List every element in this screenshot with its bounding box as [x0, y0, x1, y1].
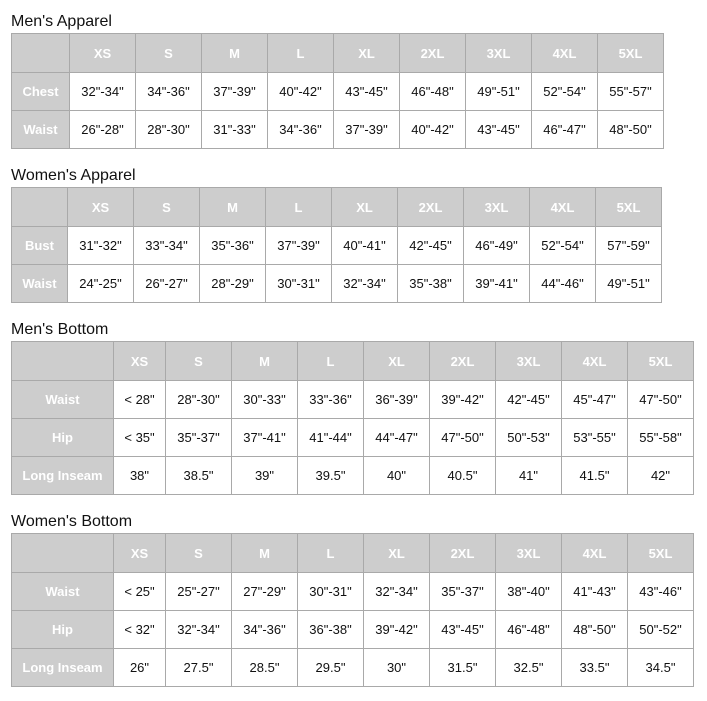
size-header: 3XL — [466, 34, 532, 73]
size-cell: 39" — [232, 457, 298, 495]
corner-cell — [12, 34, 70, 73]
row-label: Hip — [12, 419, 114, 457]
size-cell: 27"-29" — [232, 573, 298, 611]
size-header: 2XL — [398, 188, 464, 227]
size-header: 5XL — [596, 188, 662, 227]
size-cell: 32"-34" — [70, 73, 136, 111]
size-cell: 42"-45" — [496, 381, 562, 419]
corner-cell — [12, 188, 68, 227]
size-cell: 55"-58" — [628, 419, 694, 457]
size-cell: < 25" — [114, 573, 166, 611]
size-cell: 50"-52" — [628, 611, 694, 649]
size-header: L — [298, 342, 364, 381]
size-cell: 37"-39" — [266, 227, 332, 265]
size-cell: 43"-45" — [466, 111, 532, 149]
size-cell: 36"-38" — [298, 611, 364, 649]
size-cell: 41.5" — [562, 457, 628, 495]
size-header: XL — [364, 534, 430, 573]
size-cell: 40"-41" — [332, 227, 398, 265]
size-header: 2XL — [430, 534, 496, 573]
row-label: Waist — [12, 573, 114, 611]
size-header: S — [166, 342, 232, 381]
size-cell: 32"-34" — [166, 611, 232, 649]
size-cell: < 32" — [114, 611, 166, 649]
size-table-womens-apparel — [11, 187, 662, 303]
section-womens-bottom — [11, 512, 694, 687]
size-cell: 43"-45" — [334, 73, 400, 111]
size-cell: 31.5" — [430, 649, 496, 687]
size-cell: 44"-47" — [364, 419, 430, 457]
size-header: M — [232, 534, 298, 573]
size-cell: 42" — [628, 457, 694, 495]
table-row — [12, 265, 662, 303]
size-cell: 35"-36" — [200, 227, 266, 265]
table-row — [12, 457, 694, 495]
size-cell: 26"-28" — [70, 111, 136, 149]
size-cell: 29.5" — [298, 649, 364, 687]
size-header: XS — [114, 534, 166, 573]
size-cell: 45"-47" — [562, 381, 628, 419]
size-header: 4XL — [562, 342, 628, 381]
row-label: Waist — [12, 381, 114, 419]
size-cell: 41"-44" — [298, 419, 364, 457]
table-row — [12, 381, 694, 419]
size-header: M — [200, 188, 266, 227]
table-row — [12, 611, 694, 649]
size-cell: 43"-45" — [430, 611, 496, 649]
size-cell: 55"-57" — [598, 73, 664, 111]
size-cell: 48"-50" — [562, 611, 628, 649]
size-cell: < 35" — [114, 419, 166, 457]
size-cell: 26" — [114, 649, 166, 687]
size-cell: 37"-39" — [202, 73, 268, 111]
size-header: 2XL — [400, 34, 466, 73]
size-cell: 27.5" — [166, 649, 232, 687]
corner-cell — [12, 342, 114, 381]
size-cell: 40"-42" — [268, 73, 334, 111]
size-header: 5XL — [628, 342, 694, 381]
row-label: Waist — [12, 265, 68, 303]
size-header: XL — [332, 188, 398, 227]
table-row — [12, 649, 694, 687]
table-row — [12, 227, 662, 265]
size-cell: 38.5" — [166, 457, 232, 495]
size-table-womens-bottom — [11, 533, 694, 687]
size-cell: 31"-33" — [202, 111, 268, 149]
size-cell: 52"-54" — [532, 73, 598, 111]
size-cell: 53"-55" — [562, 419, 628, 457]
size-cell: 25"-27" — [166, 573, 232, 611]
size-cell: 46"-48" — [496, 611, 562, 649]
size-cell: 40" — [364, 457, 430, 495]
section-mens-bottom — [11, 320, 694, 495]
size-cell: 49"-51" — [596, 265, 662, 303]
size-cell: 39"-41" — [464, 265, 530, 303]
section-title: Women's Bottom — [11, 513, 133, 530]
table-row — [12, 73, 664, 111]
size-cell: 43"-46" — [628, 573, 694, 611]
size-cell: 34.5" — [628, 649, 694, 687]
size-cell: 50"-53" — [496, 419, 562, 457]
size-cell: < 28" — [114, 381, 166, 419]
size-cell: 37"-41" — [232, 419, 298, 457]
size-header: S — [136, 34, 202, 73]
size-cell: 38" — [114, 457, 166, 495]
size-cell: 24"-25" — [68, 265, 134, 303]
size-cell: 46"-48" — [400, 73, 466, 111]
size-cell: 34"-36" — [136, 73, 202, 111]
size-header: L — [298, 534, 364, 573]
size-cell: 33.5" — [562, 649, 628, 687]
size-cell: 39.5" — [298, 457, 364, 495]
size-cell: 37"-39" — [334, 111, 400, 149]
size-header: XL — [334, 34, 400, 73]
size-header: 5XL — [628, 534, 694, 573]
size-header: 4XL — [562, 534, 628, 573]
size-header: XS — [70, 34, 136, 73]
size-cell: 44"-46" — [530, 265, 596, 303]
size-header: 3XL — [496, 342, 562, 381]
size-header: XS — [68, 188, 134, 227]
row-label: Hip — [12, 611, 114, 649]
size-cell: 35"-38" — [398, 265, 464, 303]
size-cell: 26"-27" — [134, 265, 200, 303]
size-cell: 30" — [364, 649, 430, 687]
size-cell: 40.5" — [430, 457, 496, 495]
size-cell: 30"-33" — [232, 381, 298, 419]
section-title: Women's Apparel — [11, 167, 136, 184]
size-table-mens-bottom — [11, 341, 694, 495]
row-label: Chest — [12, 73, 70, 111]
header-row — [12, 534, 694, 573]
size-cell: 30"-31" — [298, 573, 364, 611]
size-cell: 39"-42" — [430, 381, 496, 419]
size-cell: 32"-34" — [364, 573, 430, 611]
size-header: S — [166, 534, 232, 573]
size-cell: 41" — [496, 457, 562, 495]
header-row — [12, 34, 664, 73]
table-row — [12, 111, 664, 149]
corner-cell — [12, 534, 114, 573]
size-cell: 28.5" — [232, 649, 298, 687]
size-header: XS — [114, 342, 166, 381]
size-header: M — [232, 342, 298, 381]
row-label: Waist — [12, 111, 70, 149]
size-cell: 31"-32" — [68, 227, 134, 265]
size-header: 4XL — [532, 34, 598, 73]
header-row — [12, 188, 662, 227]
section-title: Men's Apparel — [11, 13, 112, 30]
size-cell: 34"-36" — [232, 611, 298, 649]
table-row — [12, 419, 694, 457]
table-row — [12, 573, 694, 611]
size-cell: 40"-42" — [400, 111, 466, 149]
size-cell: 49"-51" — [466, 73, 532, 111]
row-label: Long Inseam — [12, 457, 114, 495]
section-title: Men's Bottom — [11, 321, 109, 338]
size-cell: 46"-49" — [464, 227, 530, 265]
size-header: L — [268, 34, 334, 73]
size-cell: 48"-50" — [598, 111, 664, 149]
size-cell: 33"-36" — [298, 381, 364, 419]
size-cell: 46"-47" — [532, 111, 598, 149]
size-cell: 41"-43" — [562, 573, 628, 611]
size-table-mens-apparel — [11, 33, 664, 149]
row-label: Long Inseam — [12, 649, 114, 687]
size-header: XL — [364, 342, 430, 381]
size-cell: 28"-30" — [166, 381, 232, 419]
size-cell: 57"-59" — [596, 227, 662, 265]
size-header: S — [134, 188, 200, 227]
section-womens-apparel — [11, 166, 662, 303]
size-cell: 33"-34" — [134, 227, 200, 265]
row-label: Bust — [12, 227, 68, 265]
size-cell: 28"-29" — [200, 265, 266, 303]
size-cell: 28"-30" — [136, 111, 202, 149]
size-header: 4XL — [530, 188, 596, 227]
size-header: 5XL — [598, 34, 664, 73]
size-cell: 32"-34" — [332, 265, 398, 303]
size-cell: 42"-45" — [398, 227, 464, 265]
size-cell: 32.5" — [496, 649, 562, 687]
size-cell: 35"-37" — [166, 419, 232, 457]
size-cell: 36"-39" — [364, 381, 430, 419]
size-cell: 35"-37" — [430, 573, 496, 611]
size-header: 3XL — [464, 188, 530, 227]
size-cell: 47"-50" — [628, 381, 694, 419]
size-cell: 34"-36" — [268, 111, 334, 149]
size-cell: 39"-42" — [364, 611, 430, 649]
size-header: M — [202, 34, 268, 73]
header-row — [12, 342, 694, 381]
size-header: 3XL — [496, 534, 562, 573]
size-cell: 38"-40" — [496, 573, 562, 611]
size-cell: 47"-50" — [430, 419, 496, 457]
size-header: L — [266, 188, 332, 227]
size-cell: 52"-54" — [530, 227, 596, 265]
size-header: 2XL — [430, 342, 496, 381]
size-cell: 30"-31" — [266, 265, 332, 303]
section-mens-apparel — [11, 12, 664, 149]
